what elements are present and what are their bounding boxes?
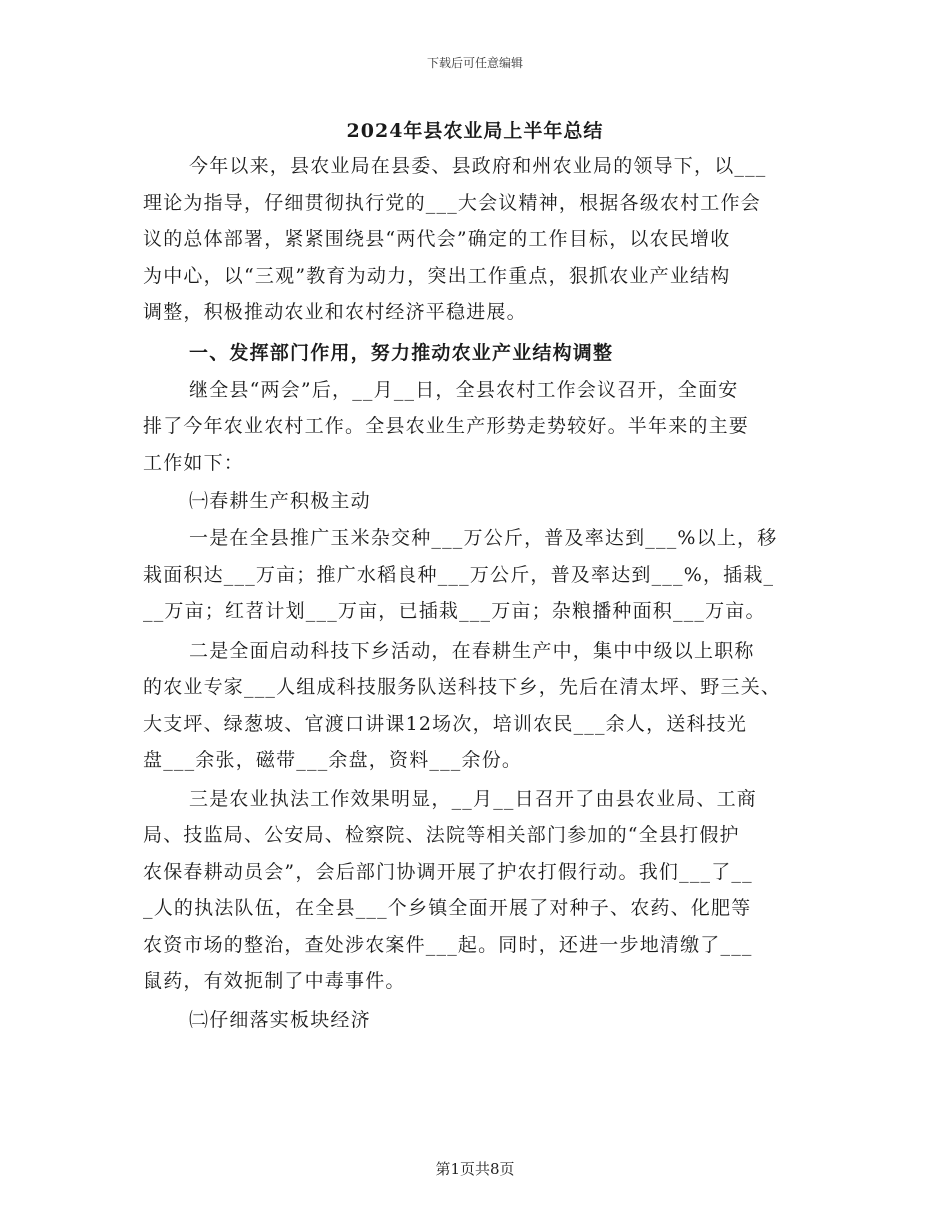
paragraph-line: __万亩；红苕计划___万亩，已插栽___万亩；杂粮播种面积___万亩。 (143, 600, 766, 622)
paragraph-line: 三是农业执法工作效果明显，__月__日召开了由县农业局、工商 (189, 788, 758, 810)
paragraph-line: 议的总体部署，紧紧围绕县“两代会”确定的工作目标，以农民增收 (143, 228, 731, 250)
paragraph-line: 大支坪、绿葱坡、官渡口讲课12场次，培训农民___余人，送科技光 (143, 713, 748, 735)
subsection-heading: ㈠春耕生产积极主动 (189, 490, 371, 512)
paragraph-line: 的农业专家___人组成科技服务队送科技下乡，先后在清太坪、野三关、 (143, 676, 782, 698)
subsection-heading: ㈡仔细落实板块经济 (189, 1009, 371, 1031)
paragraph-line: 理论为指导，仔细贯彻执行党的___大会议精神，根据各级农村工作会 (143, 192, 761, 214)
document-title: 2024年县农业局上半年总结 (346, 120, 604, 142)
page-header-note: 下载后可任意编辑 (426, 56, 523, 70)
paragraph-line: _人的执法队伍，在全县___个乡镇全面开展了对种子、农药、化肥等 (143, 897, 752, 919)
paragraph-line: 局、技监局、公安局、检察院、法院等相关部门参加的“全县打假护 (143, 824, 740, 846)
section-heading: 一、发挥部门作用，努力推动农业产业结构调整 (189, 342, 614, 364)
paragraph-line: 继全县“两会”后，__月__日，全县农村工作会议召开，全面安 (189, 379, 739, 401)
paragraph-line: 农保春耕动员会”，会后部门协调开展了护农打假行动。我们___了__ (143, 861, 753, 883)
paragraph-line: 鼠药，有效扼制了中毒事件。 (143, 970, 406, 992)
paragraph-line: 栽面积达___万亩；推广水稻良种___万公斤，普及率达到___%，插栽_ (143, 564, 775, 586)
page-number: 第1页共8页 (435, 1160, 515, 1178)
paragraph-line: 排了今年农业农村工作。全县农业生产形势走势较好。半年来的主要 (143, 415, 750, 437)
paragraph-line: 农资市场的整治，查处涉农案件___起。同时，还进一步地清缴了___ (143, 934, 753, 956)
paragraph-line: 今年以来，县农业局在县委、县政府和州农业局的领导下，以___ (189, 155, 767, 177)
paragraph-line: 调整，积极推动农业和农村经济平稳进展。 (143, 301, 527, 323)
paragraph-line: 盘___余张，磁带___余盘，资料___余份。 (143, 749, 523, 771)
paragraph-line: 二是全面启动科技下乡活动，在春耕生产中，集中中级以上职称 (189, 640, 755, 662)
paragraph-line: 为中心，以“三观”教育为动力，突出工作重点，狠抓农业产业结构 (143, 265, 731, 287)
paragraph-line: 工作如下： (143, 452, 245, 474)
paragraph-line: 一是在全县推广玉米杂交种___万公斤，普及率达到___%以上，移 (189, 527, 778, 549)
